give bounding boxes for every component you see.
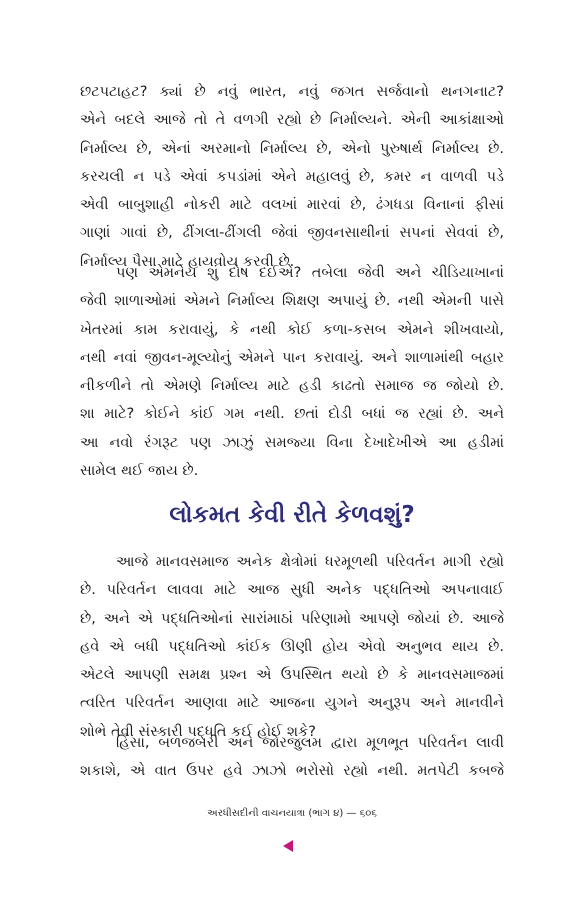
text-line: ગાણાં ગાવાં છે, ઢીંગલા-ઢીંગલી જેવાં જીવનસાથીનાં સપનાં સેવવાં છે, [80, 225, 504, 242]
text-line: હવે એ બધી પદ્ધતિઓ કાંઈક ઊણી હોય એવો અનુભવ થાય છે. [80, 638, 504, 655]
section-heading: લોકમત કેવી રીતે કેળવશું? [169, 502, 415, 528]
text-line: એને બદલે આજે તો તે વળગી રહ્યો છે નિર્માલ્યને. એની આકાંક્ષાઓ [80, 112, 504, 129]
text-line: ખેતરમાં કામ કરાવાયું, કે નથી કોઈ કળા-કસબ એમને શીખવાયો, [80, 321, 504, 338]
text-line: નીકળીને તો એમણે નિર્માલ્ય માટે હડી કાઢતો સમાજ જ જોયો છે. [80, 378, 504, 395]
text-line: શોભે તેવી સંસ્કારી પદ્ધતિ કઈ હોઈ શકે? [80, 723, 316, 740]
paragraph-2 [80, 259, 504, 485]
text-line: છટપટાહટ? ક્યાં છે નવું ભારત, નવું જગત સર્જવાનો થનગનાટ? [80, 84, 504, 100]
left-triangle-icon[interactable] [283, 840, 293, 852]
text-line: આજે માનવસમાજ અનેક ક્ષેત્રોમાં ધરમૂળથી પરિવર્તન માગી રહ્યો [116, 554, 504, 570]
text-line: શા માટે? કોઈને કાંઈ ગમ નથી. છતાં દોડી બધાં જ રહ્યાં છે. અને [80, 406, 504, 423]
text-line: નથી નવાં જીવન-મૂલ્યોનું એમને પાન કરાવાયું. અને શાળામાંથી બહાર [80, 349, 504, 366]
text-line: હિંસા, બળજબરી અને જોરજુલમ દ્વારા મૂળભૂત પરિવર્તન લાવી [116, 735, 504, 751]
text-line: નિર્માલ્ય પૈસા માટે હાયવોય કરવી છે. [80, 253, 295, 270]
page-footer: અરધીસદીની વાચનયાત્રા (ભાગ ૪) — ૬૦૬ [207, 808, 377, 819]
text-line: જેવી શાળાઓમાં એમને નિર્માલ્ય શિક્ષણ અપાયું છે. નથી એમની પાસે [80, 293, 504, 310]
text-line: પણ એમનેય શું દોષ દઈએ? તબેલા જેવી અને ચીડિયાખાનાં [116, 265, 504, 281]
paragraph-3 [80, 548, 504, 746]
paragraph-4 [80, 729, 504, 786]
text-line: ત્વરિત પરિવર્તન આણવા માટે આજના યુગને અનુરૂપ અને માનવીને [80, 695, 504, 712]
text-line: એટલે આપણી સમક્ષ પ્રશ્ન એ ઉપસ્થિત થયો છે કે માનવસમાજમાં [80, 667, 504, 684]
text-line: સામેલ થઈ જાય છે. [80, 463, 199, 480]
text-line: નિર્માલ્ય છે, એનાં અરમાનો નિર્માલ્ય છે, એનો પુરુષાર્થ નિર્માલ્ય છે. [80, 140, 504, 157]
text-line: છે, અને એ પદ્ધતિઓનાં સારાંમાઠાં પરિણામો આપણે જોયાં છે. આજે [80, 610, 504, 627]
text-line: એવી બાબુશાહી નોકરી માટે વલખાં મારવાં છે, ઢંગધડા વિનાનાં ફીસાં [80, 197, 504, 214]
paragraph-1 [80, 78, 504, 276]
text-line: શકાશે, એ વાત ઉપર હવે ઝાઝો ભરોસો રહ્યો નથી. મતપેટી કબજે [80, 763, 504, 780]
text-line: છે. પરિવર્તન લાવવા માટે આજ સુધી અનેક પદ્ધતિઓ અપનાવાઈ [80, 582, 504, 599]
text-line: આ નવો રંગરૂટ પણ ઝાઝું સમજ્યા વિના દેખાદેખીએ આ હડીમાં [80, 434, 504, 451]
text-line: કરચલી ન પડે એવાં કપડાંમાં એને મહાલવું છે, કમર ન વાળવી પડે [80, 168, 504, 185]
